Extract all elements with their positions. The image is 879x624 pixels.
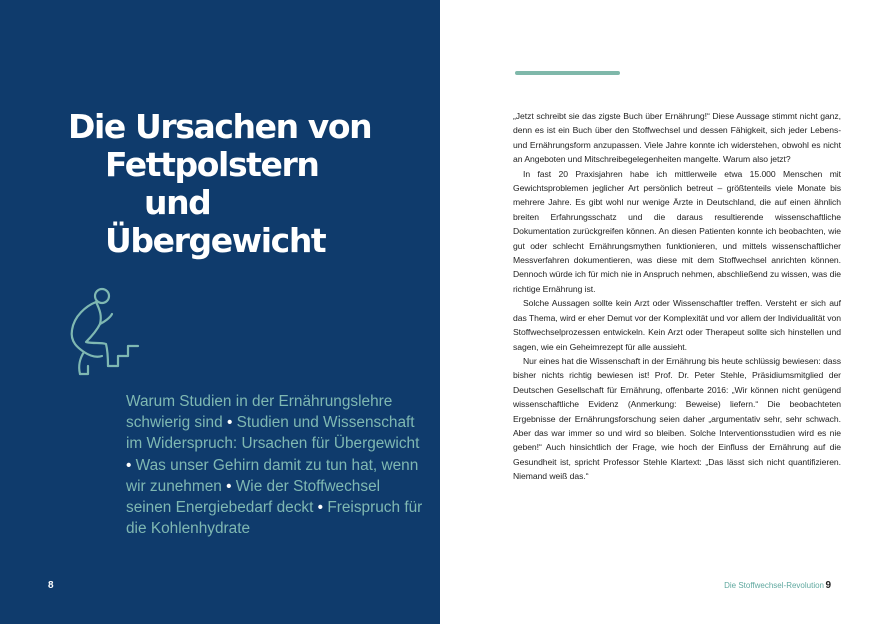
chapter-title: [68, 108, 428, 260]
accent-rule: [515, 71, 620, 75]
body-text: [513, 109, 841, 484]
teaser-item: Warum Studien in der Ernährungslehre schwierig sind: [126, 393, 393, 432]
running-title-text: Die Stoffwechsel-Revolution: [724, 581, 824, 590]
chapter-teaser: [126, 391, 426, 539]
page-number-left: 8: [48, 580, 54, 591]
person-climbing-stairs-icon: [60, 282, 150, 382]
paragraph: Solche Aussagen sollte kein Arzt oder Wissenschaftler treffen. Versteht er sich auf das Thema, wird er eher Demut vor der Komplexität und vor allem der Individualität von Stoffwechselprozessen entwickeln. Kein Arzt oder Therapeut sollte sich hinstellen und sagen, wie ein Geheimrezept für alle aussieht.: [513, 298, 841, 352]
teaser-item: Studien und Wissenschaft im Widerspruch: Ursachen für Übergewicht: [126, 414, 420, 453]
teaser-item: Was unser Gehirn damit zu tun hat, wenn wir zunehmen: [126, 456, 419, 495]
teaser-bullet: •: [126, 456, 132, 474]
paragraph: Nur eines hat die Wissenschaft in der Ernährung bis heute schlüssig bewiesen: dass bisher nichts richtig bewiesen ist! Prof. Dr. Peter Stehle, Präsidiumsmitglied der Deutschen Gesellschaft für Ernährung, offenbarte 2016: „Wir können nicht genügend wissenschaftliche Evidenz (Anmerkung: Beweise) liefern.“ Die beobachteten Ergebnisse der Ernährungsforschung seien daher „argumentativ sehr, sehr schwach. Aber das war immer so und wird so bleiben. Solche Interventionsstudien wird es nie geben!“ Auch hinsichtlich der Frage, wie hoch der Einfluss der Ernährung auf die Gesundheit ist, spricht Professor Stehle Klartext: „Das lässt sich nicht quantifizieren. Niemand weiß das.“: [513, 355, 841, 482]
running-title: [724, 581, 824, 590]
title-line: Fettpolstern: [105, 145, 319, 184]
title-line: und: [144, 183, 211, 222]
teaser-bullet: •: [226, 414, 233, 432]
teaser-bullet: •: [226, 477, 232, 495]
paragraph: In fast 20 Praxisjahren habe ich mittlerweile etwa 15.000 Menschen mit Gewichtsproblemen jeglicher Art persönlich betreut – größtenteils viele Monate bis mehrere Jahre. Es gibt wohl nur wenige Ärzte in Deutschland, die auf einen ähnlich breiten Erfahrungsschatz und die daraus resultierende wissenschaftliche Dokumentation zurückgreifen können. An diesen Patienten konnte ich beobachten, wie gut oder schlecht Ernährungsmythen funktionieren, und mittels wissenschaftlicher Messverfahren dokumentieren, was diese mit dem Stoffwechsel anrichten können. Dennoch würde ich für mich nie in Anspruch nehmen, abschließend zu wissen, was die richtige Ernährung ist.: [513, 168, 841, 294]
page-number-right: 9: [825, 580, 831, 591]
teaser-item: Wie der Stoffwechsel seinen Energiebedarf deckt: [126, 477, 381, 517]
teaser-bullet: •: [317, 499, 324, 517]
right-page: [440, 0, 879, 624]
title-line: Übergewicht: [105, 221, 326, 260]
title-line: Die Ursachen von: [68, 107, 372, 146]
paragraph: „Jetzt schreibt sie das zigste Buch über Ernährung!“ Diese Aussage stimmt nicht ganz, denn es ist ein Buch über den Stoffwechsel und dessen Fähigkeit, sich jeder Lebens- und Ernährungsform anzupassen. Viele Jahre konnte ich widerstehen, obwohl es nicht an Angeboten und Mitschreibegelegenheiten mangelte. Warum also jetzt?: [513, 111, 841, 165]
teaser-item: Freispruch für die Kohlenhydrate: [126, 499, 423, 538]
